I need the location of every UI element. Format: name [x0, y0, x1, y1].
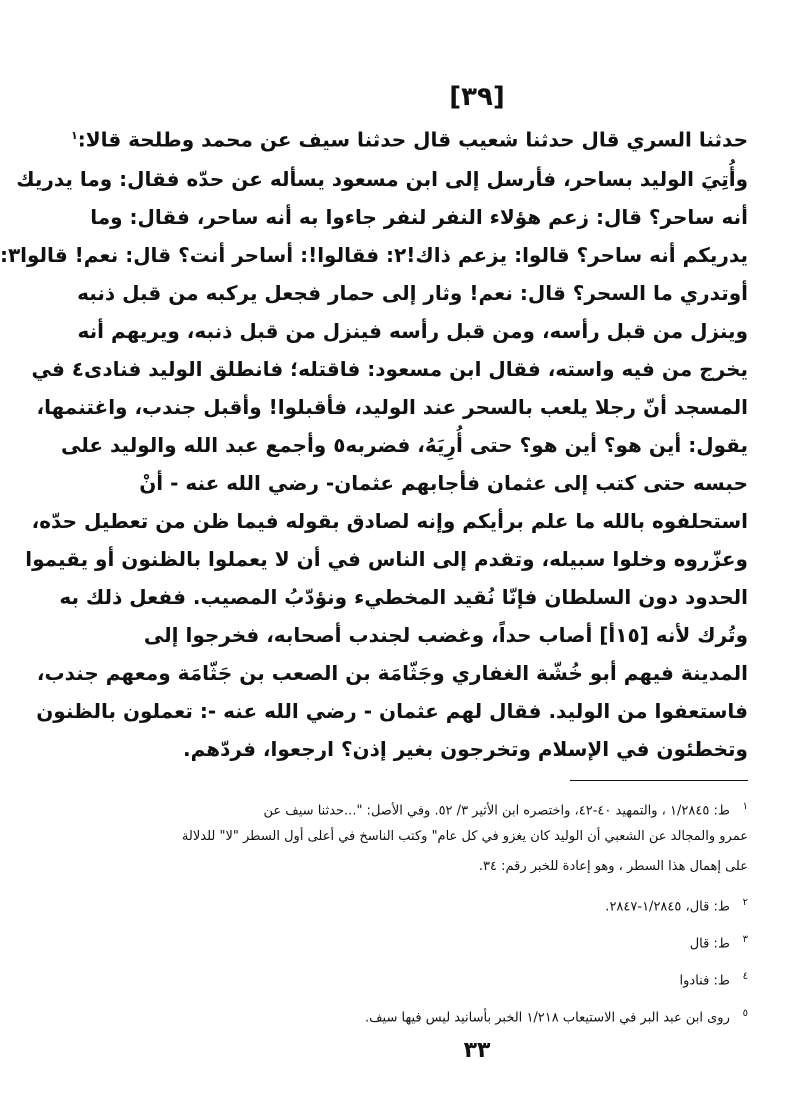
report-number: [٣٩] — [449, 82, 505, 112]
footnote-text: ط: ١/٢٨٤٥ ، والتمهيد ٤٠-٤٢، واختصره ابن الأثير ٣/ ٥٢. وفي الأصل: "...حدثنا سيف عن — [263, 803, 730, 819]
footnote-line — [188, 792, 748, 822]
text-line: وتخطئون في الإسلام وتخرجون بغير إذن؟ ارجعوا، فردّهم. — [183, 737, 748, 761]
isnad-line — [70, 120, 748, 156]
text-line: استحلفوه بالله ما علم برأيكم وإنه لصادق بقوله فيما ظن من تعطيل حدّه، — [31, 509, 748, 533]
text-line: يقول: أين هو؟ أين هو؟ حتى أُرِيَهُ، فضربه٥ وأجمع عبد الله والوليد على — [60, 433, 748, 457]
text-line: وأُتِيَ الوليد بساحر، فأرسل إلى ابن مسعود يسأله عن حدّه فقال: وما يدريك — [16, 167, 748, 191]
text-line: يدريكم أنه ساحر؟ قالوا: يزعم ذاك!٢: فقالوا!: أساحر أنت؟ قال: نعم! قالوا٣: — [0, 243, 748, 267]
text-line: أنه ساحر؟ قال: زعم هؤلاء النفر لنفر جاءوا به أنه ساحر، فقال: وما — [90, 205, 748, 229]
footnote-separator — [570, 780, 748, 781]
footnote-2 — [188, 886, 748, 919]
footnote-3 — [188, 923, 748, 956]
footnote-text: روى ابن عبد البر في الاستيعاب ١/٢١٨ الخبر بأسانيد ليس فيها سيف. — [364, 1010, 730, 1026]
text-line: وعزّروه وخلوا سبيله، وتقدم إلى الناس في أن لا يعملوا بالظنون أو يقيموا — [25, 547, 748, 571]
isnad-text: حدثنا السري قال حدثنا شعيب قال حدثنا سيف عن محمد وطلحة قالا: — [77, 127, 748, 152]
footnote-number: ٣ — [742, 934, 748, 945]
footnote-text: ط: قال — [689, 936, 730, 952]
footnote-4 — [188, 960, 748, 993]
footnote-line: على إهمال هذا السطر ، وهو إعادة للخبر رقم: ٣٤. — [478, 859, 748, 874]
page-number: ٣٣ — [463, 1038, 491, 1063]
isnad-footnote-marker: ١ — [70, 129, 78, 142]
footnote-number: ٤ — [742, 971, 748, 982]
text-line: فاستعفوا من الوليد. فقال لهم عثمان - رضي الله عنه -: تعملون بالظنون — [36, 699, 748, 723]
footnote-1 — [181, 792, 748, 882]
text-line: الحدود دون السلطان فإنّا نُقيد المخطيء ونؤدّبُ المصيب. ففعل ذلك به — [59, 585, 748, 609]
text-line: المسجد أنّ رجلا يلعب بالسحر عند الوليد، فأقبلوا! وأقبل جندب، واغتنمها، — [36, 395, 748, 419]
footnotes — [181, 792, 748, 1030]
footnote-number: ٥ — [742, 1008, 748, 1019]
footnote-5 — [188, 997, 748, 1030]
footnote-number: ١ — [742, 801, 748, 812]
text-line: حبسه حتى كتب إلى عثمان فأجابهم عثمان- رضي الله عنه - أنْ — [139, 471, 748, 495]
text-line: وتُرك لأنه [١٥أ] أصاب حداً، وغضب لجندب أصحابه، فخرجوا إلى — [143, 623, 748, 647]
text-line: يخرج من فيه واسته، فقال ابن مسعود: فاقتله؛ فانطلق الوليد فنادى٤ في — [31, 357, 748, 381]
footnote-text: ط: فنادوا — [679, 973, 730, 989]
main-text — [0, 160, 748, 768]
footnote-text: ط: قال، ١/٢٨٤٥-٢٨٤٧. — [605, 899, 730, 915]
text-line: أوتدري ما السحر؟ قال: نعم! وثار إلى حمار فجعل يركبه من قبل ذنبه — [77, 281, 748, 305]
text-line: وينزل من قبل رأسه، ومن قبل رأسه فينزل من قبل ذنبه، ويريهم أنه — [77, 319, 748, 343]
footnote-line: عمرو والمجالد عن الشعبي أن الوليد كان يغزو في كل عام" وكتب الناسخ في أعلى أول السطر "لا" للدلالة — [181, 829, 748, 844]
footnote-number: ٢ — [742, 897, 748, 908]
text-line: المدينة فيهم أبو خُشّة الغفاري وجَثّامَة بن الصعب بن جَثّامَة ومعهم جندب، — [36, 661, 748, 685]
